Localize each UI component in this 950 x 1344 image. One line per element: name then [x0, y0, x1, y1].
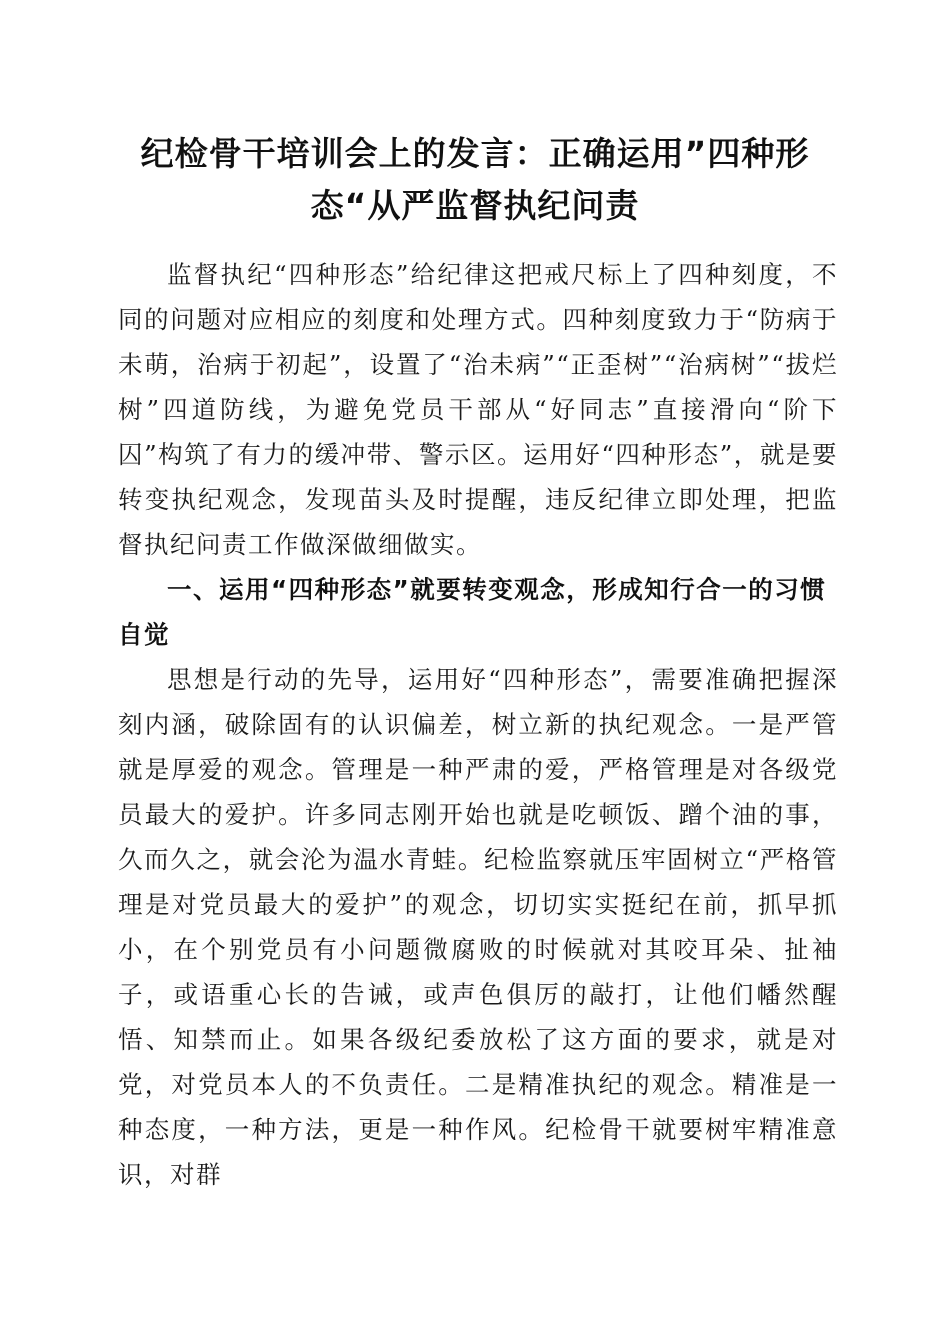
document-body — [118, 252, 838, 1197]
paragraph-intro: 监督执纪“四种形态”给纪律这把戒尺标上了四种刻度，不同的问题对应相应的刻度和处理方式。四种刻度致力于“防病于未萌，治病于初起”，设置了“治未病”“正歪树”“治病树”“拔烂树”四道防线，为避免党员干部从“好同志”直接滑向“阶下囚”构筑了有力的缓冲带、警示区。运用好“四种形态”，就是要转变执纪观念，发现苗头及时提醒，违反纪律立即处理，把监督执纪问责工作做深做细做实。 — [118, 260, 838, 559]
section-heading-1: 一、运用“四种形态”就要转变观念，形成知行合一的习惯自觉 — [118, 575, 827, 649]
document-title — [110, 128, 840, 232]
paragraph-section-1: 思想是行动的先导，运用好“四种形态”，需要准确把握深刻内涵，破除固有的认识偏差，树立新的执纪观念。一是严管就是厚爱的观念。管理是一种严肃的爱，严格管理是对各级党员最大的爱护。许多同志刚开始也就是吃顿饭、蹭个油的事，久而久之，就会沦为温水青蛙。纪检监察就压牢固树立“严格管理是对党员最大的爱护”的观念，切切实实挺纪在前，抓早抓小，在个别党员有小问题微腐败的时候就对其咬耳朵、扯袖子，或语重心长的告诫，或声色俱厉的敲打，让他们幡然醒悟、知禁而止。如果各级纪委放松了这方面的要求，就是对党，对党员本人的不负责任。二是精准执纪的观念。精准是一种态度，一种方法，更是一种作风。纪检骨干就要树牢精准意识，对群 — [118, 665, 838, 1189]
title-line-2: 态“从严监督执纪问责 — [310, 186, 640, 225]
title-line-1: 纪检骨干培训会上的发言：正确运用”四种形 — [140, 134, 810, 173]
